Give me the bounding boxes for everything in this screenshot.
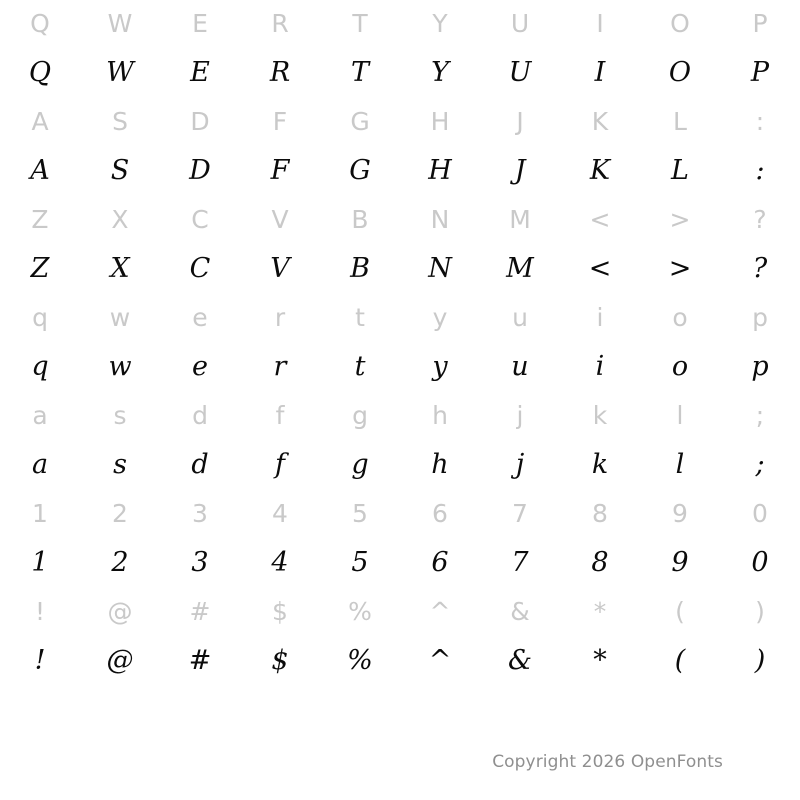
glyph-sample-cell: C — [189, 253, 211, 284]
glyph-key-cell: L — [673, 107, 687, 136]
glyph-sample-cell: d — [191, 449, 209, 480]
glyph-sample-cell: p — [751, 351, 769, 382]
glyph-sample-cell: a — [31, 449, 49, 480]
glyph-key-row — [0, 0, 800, 48]
glyph-key-cell: ( — [675, 597, 685, 626]
glyph-key-cell: t — [355, 303, 365, 332]
glyph-sample-row — [0, 146, 800, 196]
glyph-key-cell: P — [752, 9, 768, 38]
glyph-sample-row — [0, 244, 800, 294]
glyph-row-pair — [0, 196, 800, 294]
glyph-key-cell: U — [510, 9, 530, 38]
glyph-sample-cell: < — [588, 253, 612, 284]
glyph-key-cell: ; — [755, 401, 765, 430]
glyph-sample-cell: : — [755, 155, 765, 186]
glyph-sample-cell: $ — [271, 645, 289, 676]
glyph-key-cell: j — [516, 401, 524, 430]
glyph-key-cell: w — [109, 303, 131, 332]
glyph-sample-cell: f — [275, 449, 285, 480]
glyph-sample-cell: ; — [755, 449, 765, 480]
glyph-sample-cell: i — [595, 351, 605, 382]
glyph-key-cell: > — [669, 205, 691, 234]
glyph-key-cell: 9 — [672, 499, 688, 528]
glyph-sample-cell: @ — [106, 645, 134, 676]
glyph-key-cell: 8 — [592, 499, 608, 528]
glyph-key-cell: H — [430, 107, 450, 136]
glyph-key-cell: E — [192, 9, 208, 38]
glyph-sample-cell: 9 — [671, 547, 689, 578]
glyph-key-cell: ! — [34, 597, 46, 626]
glyph-key-cell: d — [192, 401, 208, 430]
glyph-key-cell: e — [192, 303, 208, 332]
glyph-key-cell: R — [271, 9, 289, 38]
glyph-sample-cell: t — [354, 351, 366, 382]
glyph-key-cell: T — [352, 9, 368, 38]
glyph-key-cell: J — [516, 107, 524, 136]
glyph-sample-cell: * — [593, 645, 607, 676]
glyph-key-cell: a — [32, 401, 48, 430]
glyph-key-cell: V — [271, 205, 289, 234]
glyph-key-cell: < — [589, 205, 611, 234]
glyph-key-cell: B — [351, 205, 369, 234]
glyph-key-cell: A — [31, 107, 49, 136]
glyph-key-cell: 5 — [352, 499, 368, 528]
glyph-key-cell: Z — [31, 205, 49, 234]
glyph-key-row — [0, 588, 800, 636]
glyph-key-cell: D — [190, 107, 210, 136]
glyph-sample-cell: G — [349, 155, 371, 186]
glyph-key-cell: @ — [107, 597, 133, 626]
glyph-sample-cell: U — [508, 57, 532, 88]
glyph-key-cell: i — [596, 303, 604, 332]
glyph-sample-cell: X — [110, 253, 130, 284]
glyph-sample-row — [0, 342, 800, 392]
glyph-key-cell: ^ — [429, 597, 451, 626]
glyph-key-cell: ) — [755, 597, 765, 626]
glyph-sample-cell: J — [514, 155, 526, 186]
glyph-key-cell: I — [596, 9, 604, 38]
glyph-key-cell: W — [107, 9, 133, 38]
glyph-key-row — [0, 98, 800, 146]
glyph-key-cell: 2 — [112, 499, 128, 528]
glyph-key-row — [0, 196, 800, 244]
glyph-key-cell: C — [191, 205, 209, 234]
glyph-sample-cell: E — [190, 57, 210, 88]
glyph-key-cell: N — [430, 205, 450, 234]
glyph-sample-cell: s — [113, 449, 127, 480]
glyph-sample-cell: ) — [754, 645, 766, 676]
glyph-key-cell: 1 — [32, 499, 48, 528]
glyph-key-cell: S — [112, 107, 128, 136]
glyph-sample-cell: D — [189, 155, 211, 186]
glyph-sample-cell: 6 — [431, 547, 449, 578]
glyph-sample-cell: 0 — [751, 547, 769, 578]
glyph-sample-cell: T — [350, 57, 369, 88]
glyph-key-cell: * — [593, 597, 607, 626]
glyph-sample-row — [0, 440, 800, 490]
glyph-key-cell: k — [592, 401, 608, 430]
glyph-row-pair — [0, 392, 800, 490]
glyph-sample-cell: P — [750, 57, 770, 88]
glyph-key-cell: q — [32, 303, 48, 332]
glyph-row-pair — [0, 0, 800, 98]
glyph-sample-cell: & — [507, 645, 533, 676]
glyph-sample-cell: A — [30, 155, 50, 186]
glyph-sample-cell: ? — [752, 253, 768, 284]
glyph-sample-cell: M — [506, 253, 534, 284]
glyph-key-cell: p — [752, 303, 768, 332]
glyph-key-row — [0, 490, 800, 538]
glyph-sample-cell: Q — [28, 57, 52, 88]
glyph-key-cell: Y — [432, 9, 448, 38]
glyph-sample-cell: F — [270, 155, 290, 186]
glyph-sample-cell: ( — [674, 645, 686, 676]
glyph-sample-cell: 4 — [271, 547, 289, 578]
glyph-sample-cell: N — [428, 253, 452, 284]
glyph-sample-cell: W — [106, 57, 134, 88]
glyph-sample-cell: 5 — [351, 547, 369, 578]
glyph-sample-cell: # — [188, 645, 212, 676]
glyph-key-cell: 4 — [272, 499, 288, 528]
glyph-sample-cell: O — [668, 57, 692, 88]
glyph-key-row — [0, 294, 800, 342]
glyph-sample-cell: o — [671, 351, 689, 382]
glyph-key-cell: Q — [30, 9, 50, 38]
glyph-row-pair — [0, 294, 800, 392]
glyph-sample-cell: k — [591, 449, 609, 480]
glyph-sample-cell: R — [269, 57, 291, 88]
glyph-sample-cell: ^ — [428, 645, 452, 676]
glyph-sample-cell: 8 — [591, 547, 609, 578]
glyph-sample-cell: y — [432, 351, 448, 382]
glyph-sample-cell: S — [110, 155, 130, 186]
glyph-key-cell: ? — [753, 205, 767, 234]
glyph-key-cell: 3 — [192, 499, 208, 528]
glyph-sample-cell: ! — [34, 645, 46, 676]
glyph-key-cell: 6 — [432, 499, 448, 528]
glyph-key-cell: h — [432, 401, 448, 430]
glyph-sample-cell: 1 — [31, 547, 49, 578]
glyph-sample-cell: K — [589, 155, 611, 186]
glyph-key-cell: 0 — [752, 499, 768, 528]
glyph-sample-row — [0, 48, 800, 98]
glyph-sample-cell: r — [273, 351, 287, 382]
glyph-sample-cell: Z — [30, 253, 50, 284]
glyph-key-cell: u — [512, 303, 528, 332]
copyright-notice: Copyright 2026 OpenFonts — [492, 752, 723, 772]
glyph-sample-cell: w — [108, 351, 132, 382]
glyph-key-cell: K — [591, 107, 609, 136]
glyph-sample-cell: j — [515, 449, 525, 480]
glyph-key-cell: : — [755, 107, 765, 136]
glyph-sample-cell: u — [511, 351, 529, 382]
glyph-sample-cell: g — [351, 449, 369, 480]
glyph-key-cell: l — [676, 401, 684, 430]
glyph-key-cell: X — [111, 205, 129, 234]
glyph-sample-cell: q — [31, 351, 49, 382]
glyph-key-cell: o — [672, 303, 688, 332]
glyph-key-cell: $ — [272, 597, 288, 626]
glyph-key-cell: f — [275, 401, 285, 430]
glyph-row-pair — [0, 588, 800, 686]
glyph-key-cell: M — [509, 205, 531, 234]
glyph-key-cell: & — [510, 597, 530, 626]
glyph-key-row — [0, 392, 800, 440]
glyph-key-cell: # — [189, 597, 211, 626]
glyph-sample-cell: B — [350, 253, 370, 284]
glyph-sample-cell: L — [671, 155, 689, 186]
glyph-sample-cell: l — [675, 449, 685, 480]
glyph-key-cell: F — [272, 107, 288, 136]
glyph-sample-cell: > — [668, 253, 692, 284]
glyph-sample-cell: e — [192, 351, 208, 382]
glyph-sample-cell: 7 — [511, 547, 529, 578]
glyph-sample-row — [0, 636, 800, 686]
glyph-key-cell: g — [352, 401, 368, 430]
glyph-sample-cell: V — [270, 253, 290, 284]
glyph-row-pair — [0, 98, 800, 196]
glyph-key-cell: % — [348, 597, 372, 626]
glyph-key-cell: 7 — [512, 499, 528, 528]
glyph-sample-cell: % — [347, 645, 373, 676]
glyph-sample-cell: 2 — [111, 547, 129, 578]
glyph-sample-cell: 3 — [191, 547, 209, 578]
glyph-key-cell: s — [113, 401, 127, 430]
glyph-sample-row — [0, 538, 800, 588]
glyph-sample-cell: H — [428, 155, 452, 186]
glyph-sample-cell: Y — [431, 57, 449, 88]
glyph-key-cell: O — [670, 9, 690, 38]
glyph-sample-cell: I — [594, 57, 606, 88]
glyph-key-cell: y — [432, 303, 448, 332]
glyph-sample-cell: h — [431, 449, 449, 480]
glyph-key-cell: r — [274, 303, 286, 332]
glyph-key-cell: G — [350, 107, 370, 136]
glyph-row-pair — [0, 490, 800, 588]
